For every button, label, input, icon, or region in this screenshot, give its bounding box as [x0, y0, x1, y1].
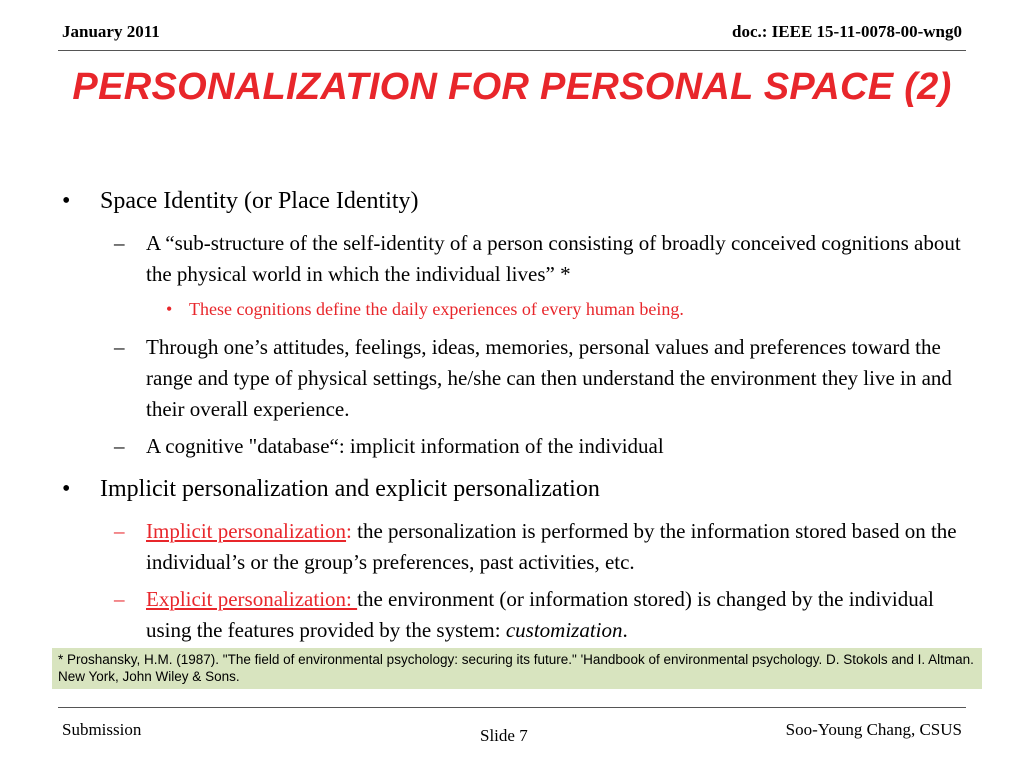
sub-bullet-implicit — [100, 516, 982, 578]
explicit-emphasis: customization — [505, 618, 623, 642]
bullet-dot-icon: • — [62, 188, 71, 214]
footer-slide-number: Slide 7 — [480, 726, 528, 745]
footer-divider — [58, 707, 966, 708]
bullet-personalization-types — [62, 474, 982, 504]
sub-bullet-substructure — [100, 228, 982, 290]
footnote-box: * Proshansky, H.M. (1987). "The field of environmental psychology: securing its future." 'Handbook of environmental psychology. D. Stokols and I. Altman. New York, John Wiley & Sons. — [52, 648, 982, 689]
bullet-dot-icon: • — [62, 476, 71, 502]
header-divider — [58, 50, 966, 51]
footer-submission: Submission — [62, 720, 142, 739]
implicit-term: Implicit personalization — [146, 519, 347, 543]
sub-bullet-text: A “sub-structure of the self-identity of a person consisting of broadly conceived cognitions about the physical world in which the individual lives” * — [146, 231, 961, 286]
dash-icon: – — [114, 519, 125, 543]
slide-title: PERSONALIZATION FOR PERSONAL SPACE (2) — [72, 66, 952, 108]
bullet-text: Implicit personalization and explicit personalization — [100, 476, 600, 502]
dash-icon: – — [114, 587, 125, 611]
bullet-text: Space Identity (or Place Identity) — [100, 188, 419, 214]
implicit-colon: : — [346, 519, 352, 543]
footer-author: Soo-Young Chang, CSUS — [785, 720, 962, 739]
sub-bullet-database — [100, 431, 982, 462]
sub-bullet-attitudes — [100, 332, 982, 425]
sub-sub-bullet-cognitions — [146, 296, 982, 322]
sub-bullet-text: Through one’s attitudes, feelings, ideas, memories, personal values and preferences toward the range and type of physical settings, he/she can then understand the environment they live in and their overall experience. — [146, 335, 952, 421]
dash-icon: – — [114, 231, 125, 255]
bullet-space-identity — [62, 186, 982, 216]
explicit-term: Explicit personalization: — [146, 587, 358, 611]
sub-bullet-text: A cognitive "database“: implicit information of the individual — [146, 434, 664, 458]
implicit-text: the personalization is performed by the information stored based on the individual’s or the group’s preferences, past activities, etc. — [146, 519, 957, 574]
explicit-end: . — [622, 618, 628, 642]
header-date: January 2011 — [62, 22, 160, 41]
explicit-text: the environment (or information stored) is changed by the individual using the features provided by the system: — [146, 587, 934, 642]
dash-icon: – — [114, 434, 125, 458]
header-doc-id: doc.: IEEE 15-11-0078-00-wng0 — [732, 22, 962, 41]
slide-body — [62, 186, 982, 652]
sub-bullet-explicit — [100, 584, 982, 646]
bullet-dot-icon: • — [166, 299, 173, 319]
dash-icon: – — [114, 335, 125, 359]
sub-sub-bullet-text: These cognitions define the daily experiences of every human being. — [189, 299, 684, 319]
